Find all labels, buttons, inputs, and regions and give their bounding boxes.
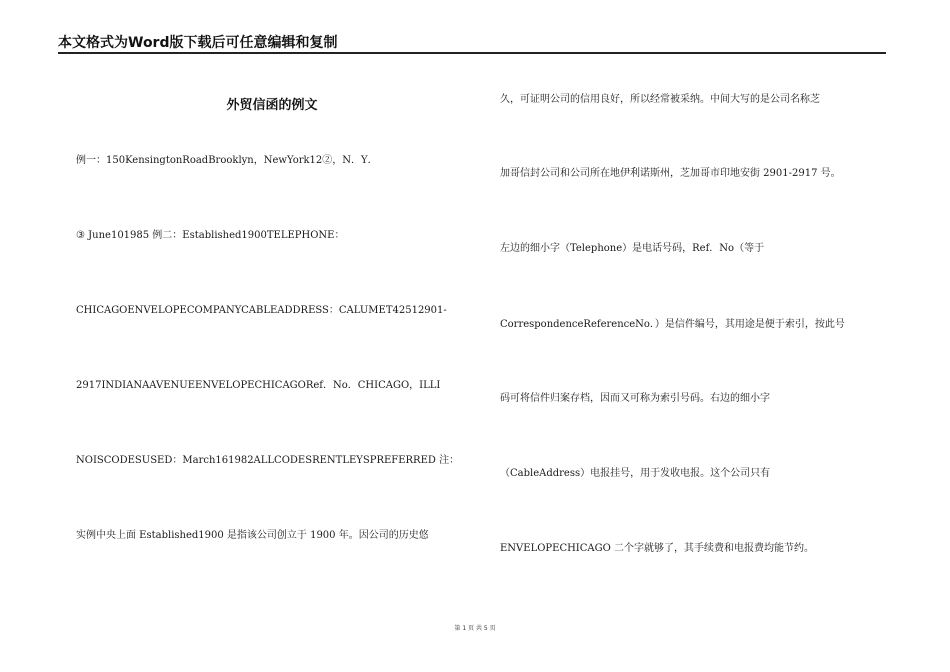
header-text: 本文格式为Word版下载后可任意编辑和复制 [58, 35, 338, 51]
left-line-5: NOISCODESUSED：March161982ALLCODESRENTLEYSPREFERRED 注： [76, 455, 460, 466]
page-footer: 第 1 页 共 5 页 [454, 625, 496, 632]
right-line-4: CorrespondenceReferenceNo．）是信件编号，其用途是便于索引，按此号 [500, 319, 845, 330]
page-header [58, 30, 886, 54]
left-line-4: 2917INDIANAAVENUEENVELOPECHICAGORef．No．CHICAGO，ILLI [76, 380, 441, 391]
left-line-1: 例一：150KensingtonRoadBrooklyn，NewYork12②，N．Y． [76, 155, 378, 166]
right-line-6: （CableAddress）电报挂号，用于发收电报。这个公司只有 [500, 468, 771, 479]
document-title: 外贸信函的例文 [226, 98, 318, 113]
right-line-2: 加哥信封公司和公司所在地伊利诺斯州，芝加哥市印地安街 2901-2917 号。 [500, 168, 841, 179]
right-line-1: 久，可证明公司的信用良好，所以经常被采纳。中间大写的是公司名称芝 [500, 94, 820, 105]
right-line-7: ENVELOPECHICAGO 二个字就够了，其手续费和电报费均能节约。 [500, 543, 814, 554]
left-line-6: 实例中央上面 Established1900 是指该公司创立于 1900 年。因公司的历史悠 [76, 530, 429, 541]
left-line-2: ③ June101985 例二：Established1900TELEPHONE： [76, 230, 345, 241]
left-line-3: CHICAGOENVELOPECOMPANYCABLEADDRESS：CALUMET42512901- [76, 305, 447, 316]
right-line-3: 左边的细小字（Telephone）是电话号码，Ref．No（等于 [500, 243, 765, 254]
right-line-5: 码可将信件归案存档，因而又可称为索引号码。右边的细小字 [500, 393, 770, 404]
